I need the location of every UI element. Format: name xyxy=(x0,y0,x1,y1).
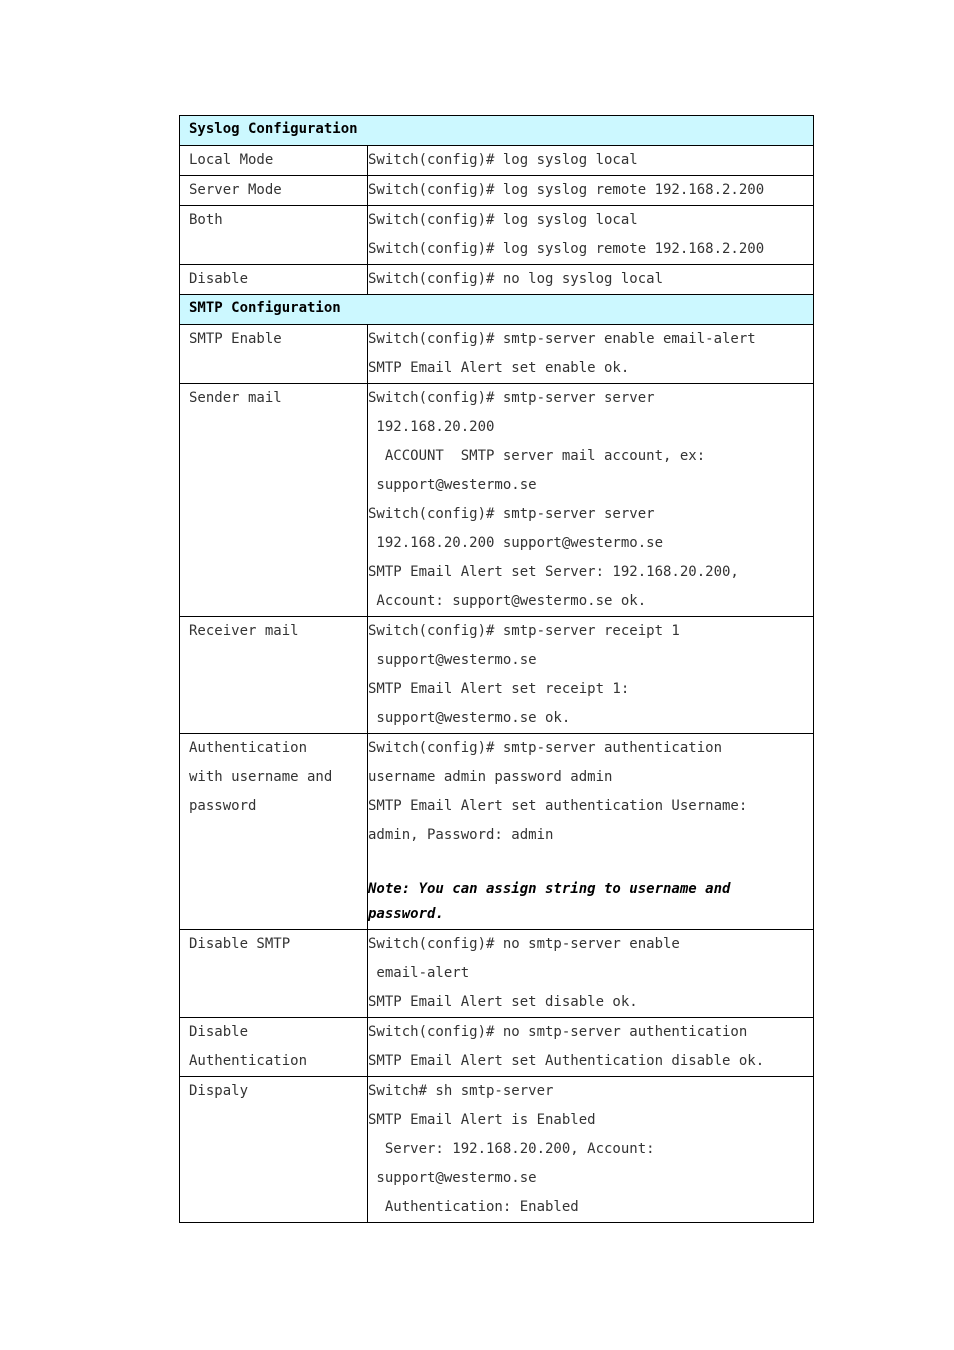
command-line: Switch(config)# smtp-server enable email-alert xyxy=(368,331,756,347)
command-line: admin, Password: admin xyxy=(368,827,554,843)
table-row xyxy=(180,734,814,930)
command-line: Switch(config)# log syslog local xyxy=(368,152,638,168)
command-line: support@westermo.se xyxy=(368,652,537,668)
table-row xyxy=(180,146,814,176)
row-label: Disable SMTP xyxy=(189,936,291,952)
row-label: with username and xyxy=(189,769,333,785)
command-line: Switch(config)# smtp-server authentication xyxy=(368,740,723,756)
command-line: SMTP Email Alert set Server: 192.168.20.200, xyxy=(368,564,739,580)
row-label-cell xyxy=(180,265,368,295)
command-line: 192.168.20.200 support@westermo.se xyxy=(368,535,664,551)
command-cell xyxy=(368,146,814,176)
command-cell xyxy=(368,734,814,930)
command-cell xyxy=(368,206,814,265)
note-text: Note: You can assign string to username and xyxy=(368,881,731,897)
section-title: SMTP Configuration xyxy=(180,295,814,325)
command-line: Switch(config)# no smtp-server authentication xyxy=(368,1024,748,1040)
document-page xyxy=(179,115,814,1223)
row-label: Authentication xyxy=(189,740,308,756)
row-label: Dispaly xyxy=(189,1083,249,1099)
row-label: Disable xyxy=(189,271,249,287)
command-cell xyxy=(368,930,814,1018)
row-label-cell xyxy=(180,325,368,384)
row-label-cell xyxy=(180,206,368,265)
row-label-cell xyxy=(180,1018,368,1077)
table-row xyxy=(180,325,814,384)
row-label: Receiver mail xyxy=(189,623,299,639)
command-line: Switch(config)# smtp-server server xyxy=(368,390,655,406)
row-label: Local Mode xyxy=(189,152,274,168)
command-line: Switch(config)# no log syslog local xyxy=(368,271,664,287)
command-line: Account: support@westermo.se ok. xyxy=(368,593,647,609)
command-line: ACCOUNT SMTP server mail account, ex: xyxy=(368,448,706,464)
command-line: SMTP Email Alert set enable ok. xyxy=(368,360,630,376)
section-title: Syslog Configuration xyxy=(180,116,814,146)
table-row xyxy=(180,384,814,617)
command-cell xyxy=(368,325,814,384)
row-label: Disable xyxy=(189,1024,249,1040)
config-table-body xyxy=(180,116,814,1223)
command-line: Server: 192.168.20.200, Account: xyxy=(368,1141,655,1157)
command-line: username admin password admin xyxy=(368,769,613,785)
table-row xyxy=(180,1077,814,1223)
command-line: Switch(config)# log syslog remote 192.168.2.200 xyxy=(368,182,765,198)
note-text: password. xyxy=(368,906,444,922)
command-line: Switch(config)# no smtp-server enable xyxy=(368,936,680,952)
row-label-cell xyxy=(180,930,368,1018)
command-line: SMTP Email Alert set Authentication disable ok. xyxy=(368,1053,765,1069)
table-row xyxy=(180,1018,814,1077)
command-cell xyxy=(368,617,814,734)
row-label-cell xyxy=(180,384,368,617)
row-label: Both xyxy=(189,212,223,228)
section-header-row xyxy=(180,295,814,325)
command-line: email-alert xyxy=(368,965,470,981)
table-row xyxy=(180,930,814,1018)
command-cell xyxy=(368,265,814,295)
command-line: Switch(config)# log syslog local xyxy=(368,212,638,228)
command-line: SMTP Email Alert set receipt 1: xyxy=(368,681,630,697)
command-line: Switch# sh smtp-server xyxy=(368,1083,554,1099)
row-label: SMTP Enable xyxy=(189,331,282,347)
command-cell xyxy=(368,384,814,617)
row-label-cell xyxy=(180,734,368,930)
table-row xyxy=(180,176,814,206)
row-label-cell xyxy=(180,617,368,734)
row-label: password xyxy=(189,798,257,814)
command-line: SMTP Email Alert set authentication Username: xyxy=(368,798,748,814)
command-line: SMTP Email Alert set disable ok. xyxy=(368,994,638,1010)
row-label: Sender mail xyxy=(189,390,282,406)
table-row xyxy=(180,265,814,295)
row-label: Server Mode xyxy=(189,182,282,198)
command-line: support@westermo.se xyxy=(368,1170,537,1186)
row-label-cell xyxy=(180,1077,368,1223)
command-cell xyxy=(368,1018,814,1077)
command-line: support@westermo.se ok. xyxy=(368,710,571,726)
command-line: SMTP Email Alert is Enabled xyxy=(368,1112,596,1128)
command-line: Switch(config)# log syslog remote 192.168.2.200 xyxy=(368,241,765,257)
command-cell xyxy=(368,176,814,206)
table-row xyxy=(180,206,814,265)
row-label-cell xyxy=(180,176,368,206)
command-line: support@westermo.se xyxy=(368,477,537,493)
table-row xyxy=(180,617,814,734)
command-line: 192.168.20.200 xyxy=(368,419,495,435)
row-label: Authentication xyxy=(189,1053,308,1069)
command-line: Switch(config)# smtp-server receipt 1 xyxy=(368,623,680,639)
section-header-row xyxy=(180,116,814,146)
command-line: Switch(config)# smtp-server server xyxy=(368,506,655,522)
command-cell xyxy=(368,1077,814,1223)
command-line: Authentication: Enabled xyxy=(368,1199,579,1215)
row-label-cell xyxy=(180,146,368,176)
config-table xyxy=(179,115,814,1223)
